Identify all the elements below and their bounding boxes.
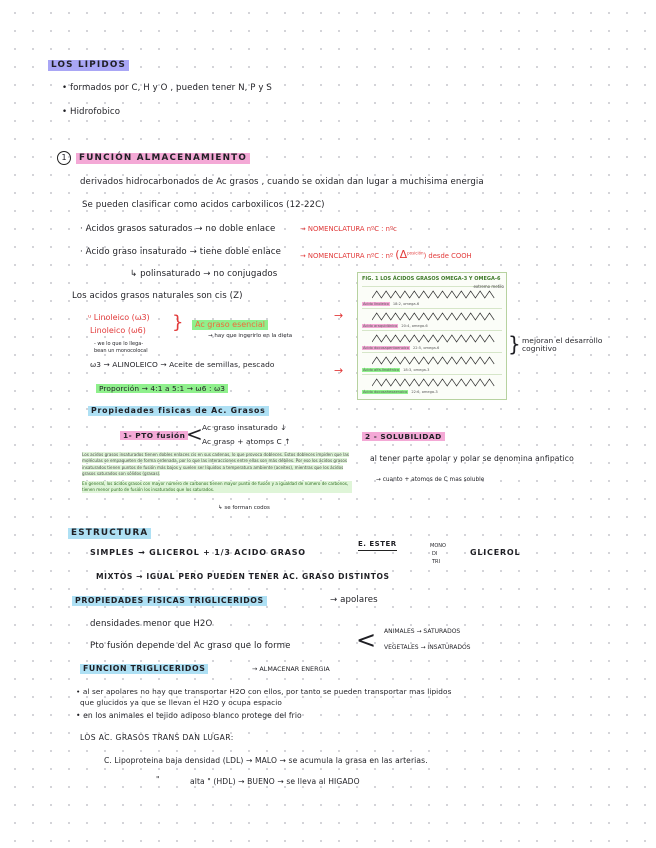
note-line: Los acidos grasos naturales son cis (Z) — [72, 291, 243, 301]
ditto-mark: " — [156, 775, 160, 784]
acid-code: 18:3, omega-3 — [403, 368, 430, 372]
note-small: bean un monocolocal — [94, 348, 148, 354]
note-line: densidades menor que H2O — [90, 619, 213, 629]
note-line: → apolares — [330, 595, 378, 605]
chain-line — [372, 291, 494, 298]
molecule-chain — [372, 355, 498, 367]
chain-line — [372, 313, 494, 320]
molecule-chain — [372, 311, 498, 323]
esencial-label: Ac graso esencial — [192, 320, 268, 330]
molecule-chain — [372, 289, 498, 301]
mono-label: MONO — [430, 543, 446, 549]
acid-name: Ácido alfa-linolénico — [363, 368, 400, 372]
note-line: ANIMALES → SATURADOS — [384, 628, 461, 635]
note-line: C. Lipoproteina baja densidad (LDL) → MALO → se acumula la grasa en las arterias. — [104, 756, 428, 765]
note-line: ω3 → ALINOLEICO → Aceite de semillas, pescado — [90, 360, 275, 369]
acid-code: 22:5, omega-6 — [412, 346, 440, 350]
acid-code: 22:6, omega-3 — [411, 390, 438, 394]
acid-code: 20:4, omega-6 — [401, 324, 428, 328]
figure-title: FIG. 1 LOS ÁCIDOS GRASOS OMEGA-3 Y OMEGA-6 — [362, 276, 501, 282]
note-line: SIMPLES → GLICEROL + 1/3 ACIDO GRASO — [90, 548, 306, 557]
note-line: Ac graso + atomos C ↑ — [202, 437, 291, 446]
note-line: mejoran el desarrollo cognitivo — [522, 336, 603, 353]
intro-line: • formados por C, H y O , pueden tener N, P y S — [62, 83, 272, 93]
note-line: que glucidos ya que se llevan el H2O y ocupa espacio — [80, 698, 282, 707]
figure-side-label: extremo metilo — [473, 284, 504, 289]
ester-label: E. ESTER — [358, 541, 397, 551]
note-line: ↳ polinsaturado → no conjugados — [130, 269, 278, 279]
section-heading: ESTRUCTURA — [68, 528, 151, 539]
brace-icon: < — [356, 626, 377, 654]
note-line: al tener parte apolar y polar se denomina anfipatico — [370, 454, 574, 463]
note-line: Pto fusión depende del Ac graso que lo forme — [90, 641, 291, 651]
page-title: LOS LIPIDOS — [48, 60, 129, 71]
paragraph-text: Los acidos grasos insaturados tienen dobles enlaces cis en sus cadenas, lo que provoca dobleces. Estos dobleces impiden que las moléculas se empaqueten de forma ordenada, por lo que las interacciones entre ellas son más débiles. Por eso los ácidos grasos insaturados tienen puntos de fusión más bajos y suelen ser líquidos a temperatura ambiente (aceites), mientras que los ácidos grasos saturados son sólidos (grasas). — [82, 452, 349, 477]
pto-fusion-label: 1- PTO fusión — [120, 431, 188, 440]
note-line: VEGETALES → INSATURADOS — [384, 644, 471, 651]
nomenclature-note: → NOMENCLATURA nºC : nº $(\Delta^{posición})$ desde COOH — [300, 248, 472, 261]
note-small: - we lo que lo llega- — [94, 341, 144, 347]
chain-line — [372, 357, 494, 364]
section-heading: PROPIEDADES FISICAS TRIGLICERIDOS — [72, 596, 267, 606]
section-heading: FUNCIÓN ALMACENAMIENTO — [76, 153, 250, 164]
note-line: → cuanto + atomos de C mas soluble — [376, 477, 485, 483]
intro-line: • Hidrofobico — [62, 107, 121, 117]
figure-row-label — [362, 390, 438, 394]
figure-row — [362, 286, 502, 307]
pasted-paragraph — [82, 452, 352, 493]
tri-label: TRI — [432, 559, 441, 565]
chain-line — [372, 335, 494, 342]
note-line: • al ser apolares no hay que transportar H2O con ellos, por tanto se pueden transportar mas lipidos — [76, 687, 452, 696]
note-line: Se pueden clasificar como acidos carboxilicos (12-22C) — [82, 200, 325, 210]
arrow-icon: → — [334, 309, 344, 322]
figure-row — [362, 352, 502, 373]
acid-name: Ácido linoleico — [363, 302, 389, 306]
note-line: alta " (HDL) → BUENO → se lleva al HIGADO — [190, 777, 360, 786]
subheading: Propiedades fisicas de Ac. Grasos — [88, 406, 269, 416]
brace-icon: } — [172, 312, 184, 333]
molecule-chain — [372, 377, 498, 389]
figure-row-label — [362, 346, 439, 350]
di-label: DI — [432, 551, 438, 557]
solubilidad-label: 2 - SOLUBILIDAD — [362, 432, 445, 441]
note-line: MIXTOS → IGUAL PERO PUEDEN TENER AC. GRASO DISTINTOS — [96, 572, 390, 581]
glicerol-label: GLICEROL — [470, 548, 521, 557]
figure-row-label — [362, 368, 429, 372]
acid-name: Ácido docosapentaenoico — [363, 346, 409, 350]
figure-row — [362, 308, 502, 329]
note-line: derivados hidrocarbonados de Ac grasos , cuando se oxidan dan lugar a muchisima energia — [80, 177, 484, 187]
brace-icon: < — [186, 422, 203, 446]
arrow-icon: → — [334, 364, 344, 377]
figure-row-label — [362, 324, 428, 328]
figure-row — [362, 374, 502, 395]
chain-line — [372, 379, 494, 386]
paragraph-text: En general, los ácidos grasos con mayor número de carbonos tienen mayor punto de fusión y a igualdad de número de carbonos, tienen menor punto de fusión los insaturados que los saturados. — [82, 481, 352, 494]
note-small: ↳ se forman codos — [218, 505, 270, 511]
figure-row-label — [362, 302, 419, 306]
acid-name: Ácido araquidónico — [363, 324, 398, 328]
omega-fatty-acids-figure — [357, 272, 507, 400]
nomenclature-note: → NOMENCLATURA nºC : nºc — [300, 225, 397, 233]
figure-row — [362, 330, 502, 351]
note-line: → ALMACENAR ENERGIA — [252, 665, 330, 673]
acid-name: Ácido docosahexaenoico — [363, 390, 408, 394]
section-number-badge: 1 — [57, 151, 71, 165]
proporcion-line: Proporción → 4:1 a 5:1 → ω6 : ω3 — [96, 384, 228, 393]
linoleico-label: Linoleico (ω6) — [90, 326, 146, 335]
note-line: Ac graso insaturado ↓ — [202, 423, 287, 432]
note-small: → hay que ingerirlo en la dieta — [208, 333, 293, 339]
note-line: · Acido graso insaturado → tiene doble enlace — [80, 247, 282, 257]
acid-code: 18:2, omega-6 — [392, 302, 420, 306]
molecule-chain — [372, 333, 498, 345]
note-line: · Acidos grasos saturados → no doble enlace — [80, 224, 276, 234]
section-heading: FUNCION TRIGLICERIDOS — [80, 664, 208, 674]
linoleico-label: ᵘ Linoleico (ω3) — [88, 313, 150, 322]
note-line: LOS AC. GRASOS TRANS DAN LUGAR: — [80, 733, 234, 742]
note-line: • en los animales el tejido adiposo blanco protege del frio — [76, 711, 302, 720]
brace-icon: } — [508, 332, 521, 356]
